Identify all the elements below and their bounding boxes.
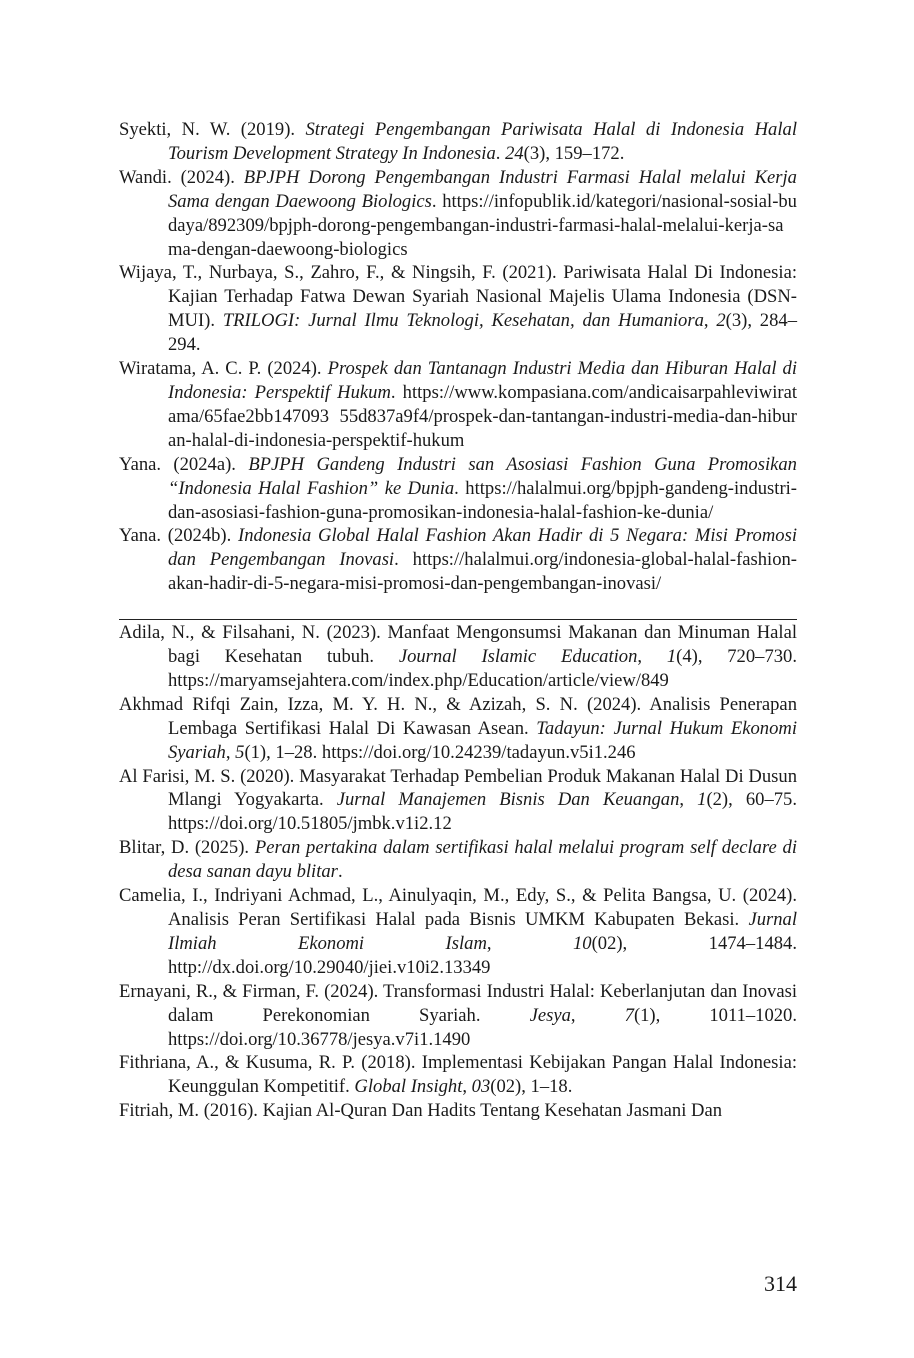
ref-title: Tadayun: Jurnal Hukum Ekonomi Syariah: [168, 717, 797, 763]
ref-author: Yana. (2024b).: [119, 525, 238, 547]
ref-details: . https://halalmui.org/bpjph-gandeng-industri-dan-asosiasi-fashion-guna-promosikan-indonesia-halal-fashion-ke-dunia/: [168, 477, 798, 523]
section-gap: [119, 596, 797, 619]
ref-details: (02), 1–18.: [490, 1076, 573, 1098]
reference-entry: Ernayani, R., & Firman, F. (2024). Transformasi Industri Halal: Keberlanjutan dan Inovasi dalam Perekonomian Syariah. Jesya, 7(1), 1011–1020. https://doi.org/10.36778/jesya.v7i1.1490: [119, 980, 797, 1050]
reference-entry: Camelia, I., Indriyani Achmad, L., Ainulyaqin, M., Edy, S., & Pelita Bangsa, U. (2024). Analisis Peran Sertifikasi Halal pada Bisnis UMKM Kabupaten Bekasi. Jurnal Ilmiah Ekonomi Islam, 10(02), 1474–1484. http://dx.doi.org/10.29040/jiei.v10i2.13349: [119, 885, 797, 978]
ref-title: BPJPH Dorong Pengembangan Industri Farmasi Halal melalui Kerja Sama dengan Daewoong Biologics: [168, 166, 797, 212]
ref-author: Blitar, D. (2025).: [119, 837, 255, 859]
ref-author: Adila, N., & Filsahani, N. (2023). Manfaat Mengonsumsi Makanan dan Minuman Halal bagi Kesehatan tubuh.: [119, 622, 797, 668]
ref-author: Fithriana, A., & Kusuma, R. P. (2018). Implementasi Kebijakan Pangan Halal Indonesia: Keunggulan Kompetitif.: [119, 1052, 797, 1098]
ref-title: Indonesia Global Halal Fashion Akan Hadir di 5 Negara: Misi Promosi dan Pengembangan Inovasi: [168, 525, 797, 571]
reference-entry: Fithriana, A., & Kusuma, R. P. (2018). Implementasi Kebijakan Pangan Halal Indonesia: Keunggulan Kompetitif. Global Insight, 03(02), 1–18.: [119, 1052, 797, 1098]
reference-entry: [119, 836, 797, 884]
ref-title: TRILOGI: Jurnal Ilmu Teknologi, Kesehatan, dan Humaniora: [222, 310, 704, 332]
reference-entry: Syekti, N. W. (2019). Strategi Pengembangan Pariwisata Halal di Indonesia Halal Tourism Development Strategy In Indonesia. 24(3), 159–172.: [119, 119, 797, 164]
ref-title: Strategi Pengembangan Pariwisata Halal di Indonesia Halal Tourism Development Strategy In Indonesia: [168, 119, 797, 164]
ref-volume: 1: [666, 646, 677, 668]
ref-title: Journal Islamic Education: [398, 646, 638, 668]
ref-volume: 24: [505, 142, 524, 164]
ref-title: Peran pertakina dalam sertifikasi halal melalui program self declare di desa sanan dayu blitar: [168, 837, 797, 883]
reference-entry: Akhmad Rifqi Zain, Izza, M. Y. H. N., & Azizah, S. N. (2024). Analisis Penerapan Lembaga Sertifikasi Halal Di Kawasan Asean. Tadayun: Jurnal Hukum Ekonomi Syariah, 5(1), 1–28. https://doi.org/10.24239/tadayun.v5i1.246: [119, 693, 797, 763]
ref-details: .: [337, 861, 343, 883]
ref-details: (4), 720–730. https://maryamsejahtera.com/index.php/Education/article/view/849: [168, 646, 797, 691]
ref-author: Syekti, N. W. (2019).: [119, 119, 306, 140]
ref-volume: 1: [697, 789, 707, 811]
ref-author: Yana. (2024a).: [119, 453, 249, 475]
ref-details: . https://halalmui.org/indonesia-global-halal-fashion-akan-hadir-di-5-negara-misi-promosi-dan-pengembangan-inovasi/: [168, 549, 797, 595]
ref-author: Wijaya, T., Nurbaya, S., Zahro, F., & Ningsih, F. (2021). Pariwisata Halal Di Indonesia: Kajian Terhadap Fatwa Dewan Syariah Nasional Majelis Ulama Indonesia (DSN-MUI).: [119, 262, 797, 332]
ref-author: Akhmad Rifqi Zain, Izza, M. Y. H. N., & Azizah, S. N. (2024). Analisis Penerapan Lembaga Sertifikasi Halal Di Kawasan Asean.: [119, 693, 797, 739]
ref-author: Fitriah, M. (2016). Kajian Al-Quran Dan Hadits Tentang Kesehatan Jasmani Dan: [119, 1100, 723, 1122]
reference-entry: Adila, N., & Filsahani, N. (2023). Manfaat Mengonsumsi Makanan dan Minuman Halal bagi Kesehatan tubuh. Journal Islamic Education, 1(4), 720–730. https://maryamsejahtera.com/index.php/Education/article/view/849: [119, 622, 797, 691]
ref-title: Prospek dan Tantanagn Industri Media dan Hiburan Halal di Indonesia: Perspektif Hukum: [168, 358, 797, 403]
reference-list-bottom: [119, 621, 797, 1123]
ref-title: Jurnal Manajemen Bisnis Dan Keuangan: [336, 789, 680, 811]
ref-title: Jurnal Ilmiah Ekonomi Islam: [168, 909, 797, 954]
reference-entry: [119, 453, 797, 525]
reference-entry: [119, 1099, 797, 1123]
ref-volume: 7: [624, 1004, 634, 1026]
reference-list-top: [119, 118, 797, 596]
ref-title: Jesya: [529, 1004, 571, 1026]
ref-volume: 5: [235, 741, 245, 763]
ref-details: (2), 60–75. https://doi.org/10.51805/jmbk.v1i2.12: [168, 789, 797, 835]
ref-details: (3), 284–294.: [168, 310, 797, 356]
ref-author: Wandi. (2024).: [119, 166, 244, 188]
references-page: [119, 118, 797, 1123]
ref-author: Wiratama, A. C. P. (2024).: [119, 358, 328, 380]
ref-title: BPJPH Gandeng Industri san Asosiasi Fashion Guna Promosikan “Indonesia Halal Fashion” ke Dunia: [168, 453, 797, 499]
ref-author: Al Farisi, M. S. (2020). Masyarakat Terhadap Pembelian Produk Makanan Halal Di Dusun Mlangi Yogyakarta.: [119, 765, 797, 811]
page-number: 314: [764, 1271, 797, 1296]
ref-author: Camelia, I., Indriyani Achmad, L., Ainulyaqin, M., Edy, S., & Pelita Bangsa, U. (2024). Analisis Peran Sertifikasi Halal pada Bisnis UMKM Kabupaten Bekasi.: [119, 885, 797, 930]
ref-title: Global Insight: [354, 1076, 463, 1098]
reference-entry: [119, 166, 797, 262]
reference-entry: Wijaya, T., Nurbaya, S., Zahro, F., & Ningsih, F. (2021). Pariwisata Halal Di Indonesia: Kajian Terhadap Fatwa Dewan Syariah Nasional Majelis Ulama Indonesia (DSN-MUI). TRILOGI: Jurnal Ilmu Teknologi, Kesehatan, dan Humaniora, 2(3), 284–294.: [119, 262, 797, 356]
ref-volume: 10: [572, 932, 592, 954]
ref-details: . https://infopublik.id/kategori/nasional-sosial-budaya/892309/bpjph-dorong-pengembangan-industri-farmasi-halal-melalui-kerja-sama-dengan-daewoong-biologics: [168, 190, 797, 260]
reference-entry: [119, 524, 797, 596]
ref-details: . https://www.kompasiana.com/andicaisarpahleviwiratama/65fae2bb147093 55d837a9f4/prospek-dan-tantangan-industri-media-dan-hiburan-halal-di-indonesia-perspektif-hukum: [168, 381, 797, 451]
ref-details: (1), 1–28. https://doi.org/10.24239/tadayun.v5i1.246: [244, 741, 636, 763]
ref-volume: 03: [471, 1076, 491, 1098]
ref-details: (1), 1011–1020. https://doi.org/10.36778/jesya.v7i1.1490: [168, 1004, 797, 1050]
reference-entry: [119, 357, 797, 453]
section-divider: [119, 619, 797, 620]
ref-details: (02), 1474–1484. http://dx.doi.org/10.29040/jiei.v10i2.13349: [168, 932, 797, 978]
ref-details: (3), 159–172.: [523, 142, 625, 164]
ref-author: Ernayani, R., & Firman, F. (2024). Transformasi Industri Halal: Keberlanjutan dan Inovasi dalam Perekonomian Syariah.: [119, 980, 797, 1026]
reference-entry: Al Farisi, M. S. (2020). Masyarakat Terhadap Pembelian Produk Makanan Halal Di Dusun Mlangi Yogyakarta. Jurnal Manajemen Bisnis Dan Keuangan, 1(2), 60–75. https://doi.org/10.51805/jmbk.v1i2.12: [119, 765, 797, 835]
ref-volume: 2: [716, 310, 726, 332]
